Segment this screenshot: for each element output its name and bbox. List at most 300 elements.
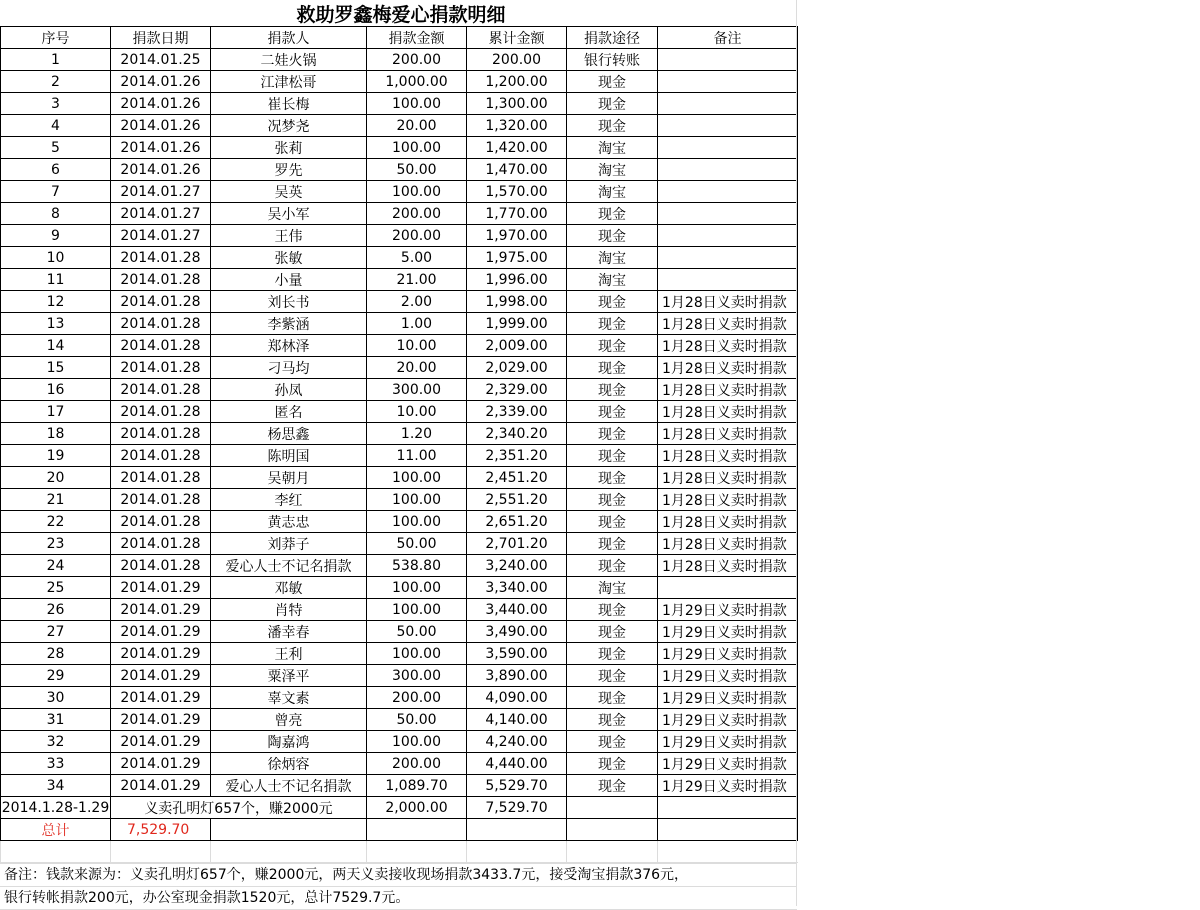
table-row <box>1 313 798 335</box>
header-cumulative: 累计金额 <box>467 27 567 49</box>
cell-channel: 现金 <box>567 313 658 335</box>
cell-channel: 现金 <box>567 423 658 445</box>
cell-channel: 现金 <box>567 291 658 313</box>
cell-amount: 200.00 <box>367 49 467 71</box>
cell-note <box>658 203 798 225</box>
sale-row <box>1 797 798 819</box>
header-donor: 捐款人 <box>211 27 367 49</box>
blank-row <box>1 841 798 863</box>
cell-amount: 200.00 <box>367 753 467 775</box>
cell-index: 7 <box>1 181 111 203</box>
cell-date: 2014.01.28 <box>111 357 211 379</box>
cell-donor: 邓敏 <box>211 577 367 599</box>
cell-donor: 李红 <box>211 489 367 511</box>
total-empty-cell <box>211 819 367 841</box>
cell-date: 2014.01.28 <box>111 335 211 357</box>
cell-index: 18 <box>1 423 111 445</box>
table-row <box>1 753 798 775</box>
cell-channel: 现金 <box>567 225 658 247</box>
cell-date: 2014.01.28 <box>111 313 211 335</box>
remarks-block <box>0 863 797 910</box>
cell-amount: 1.20 <box>367 423 467 445</box>
cell-amount: 100.00 <box>367 489 467 511</box>
blank-cell <box>658 841 798 863</box>
cell-cumulative: 1,998.00 <box>467 291 567 313</box>
cell-amount: 2.00 <box>367 291 467 313</box>
cell-date: 2014.01.29 <box>111 665 211 687</box>
total-empty-cell <box>567 819 658 841</box>
table-row <box>1 71 798 93</box>
table-row <box>1 225 798 247</box>
cell-cumulative: 200.00 <box>467 49 567 71</box>
cell-note: 1月29日义卖时捐款 <box>658 775 798 797</box>
total-empty-cell <box>367 819 467 841</box>
cell-date: 2014.01.28 <box>111 445 211 467</box>
cell-index: 11 <box>1 269 111 291</box>
total-label: 总计 <box>1 819 111 841</box>
cell-channel: 淘宝 <box>567 181 658 203</box>
cell-index: 14 <box>1 335 111 357</box>
cell-date: 2014.01.29 <box>111 731 211 753</box>
cell-cumulative: 1,996.00 <box>467 269 567 291</box>
cell-channel: 淘宝 <box>567 159 658 181</box>
cell-channel: 现金 <box>567 709 658 731</box>
sale-period: 2014.1.28-1.29 <box>1 797 111 819</box>
cell-date: 2014.01.26 <box>111 115 211 137</box>
cell-note <box>658 247 798 269</box>
cell-index: 32 <box>1 731 111 753</box>
cell-channel: 淘宝 <box>567 137 658 159</box>
cell-amount: 100.00 <box>367 467 467 489</box>
sheet-edge-divider <box>796 0 797 906</box>
cell-amount: 100.00 <box>367 577 467 599</box>
cell-donor: 刘长书 <box>211 291 367 313</box>
cell-date: 2014.01.29 <box>111 577 211 599</box>
cell-index: 10 <box>1 247 111 269</box>
cell-channel: 现金 <box>567 753 658 775</box>
cell-cumulative: 1,975.00 <box>467 247 567 269</box>
cell-note: 1月28日义卖时捐款 <box>658 467 798 489</box>
table-row <box>1 533 798 555</box>
cell-amount: 200.00 <box>367 225 467 247</box>
cell-cumulative: 3,240.00 <box>467 555 567 577</box>
cell-donor: 肖特 <box>211 599 367 621</box>
cell-date: 2014.01.28 <box>111 489 211 511</box>
cell-index: 25 <box>1 577 111 599</box>
cell-index: 23 <box>1 533 111 555</box>
cell-donor: 粟泽平 <box>211 665 367 687</box>
cell-date: 2014.01.29 <box>111 643 211 665</box>
cell-amount: 20.00 <box>367 115 467 137</box>
cell-index: 6 <box>1 159 111 181</box>
cell-index: 33 <box>1 753 111 775</box>
cell-index: 5 <box>1 137 111 159</box>
table-row <box>1 49 798 71</box>
blank-cell <box>111 841 211 863</box>
table-row <box>1 555 798 577</box>
cell-amount: 100.00 <box>367 137 467 159</box>
cell-channel: 现金 <box>567 71 658 93</box>
cell-cumulative: 1,570.00 <box>467 181 567 203</box>
cell-amount: 11.00 <box>367 445 467 467</box>
cell-amount: 100.00 <box>367 731 467 753</box>
donation-table <box>0 26 798 863</box>
cell-date: 2014.01.29 <box>111 775 211 797</box>
cell-donor: 匿名 <box>211 401 367 423</box>
cell-note <box>658 137 798 159</box>
cell-date: 2014.01.27 <box>111 203 211 225</box>
cell-cumulative: 3,340.00 <box>467 577 567 599</box>
table-row <box>1 115 798 137</box>
cell-index: 28 <box>1 643 111 665</box>
table-row <box>1 489 798 511</box>
cell-donor: 吴小军 <box>211 203 367 225</box>
cell-cumulative: 3,440.00 <box>467 599 567 621</box>
cell-channel: 现金 <box>567 401 658 423</box>
cell-index: 16 <box>1 379 111 401</box>
cell-note: 1月28日义卖时捐款 <box>658 533 798 555</box>
table-row <box>1 687 798 709</box>
cell-amount: 100.00 <box>367 643 467 665</box>
table-row <box>1 93 798 115</box>
header-date: 捐款日期 <box>111 27 211 49</box>
table-row <box>1 731 798 753</box>
cell-date: 2014.01.29 <box>111 709 211 731</box>
cell-date: 2014.01.26 <box>111 137 211 159</box>
cell-donor: 曾亮 <box>211 709 367 731</box>
cell-date: 2014.01.28 <box>111 247 211 269</box>
cell-index: 8 <box>1 203 111 225</box>
cell-index: 3 <box>1 93 111 115</box>
cell-cumulative: 2,701.20 <box>467 533 567 555</box>
cell-amount: 100.00 <box>367 599 467 621</box>
cell-note <box>658 577 798 599</box>
cell-note: 1月29日义卖时捐款 <box>658 687 798 709</box>
cell-date: 2014.01.28 <box>111 467 211 489</box>
cell-note <box>658 269 798 291</box>
cell-channel: 现金 <box>567 775 658 797</box>
cell-channel: 现金 <box>567 93 658 115</box>
cell-cumulative: 1,300.00 <box>467 93 567 115</box>
cell-donor: 郑林泽 <box>211 335 367 357</box>
cell-index: 9 <box>1 225 111 247</box>
cell-channel: 现金 <box>567 731 658 753</box>
cell-cumulative: 4,140.00 <box>467 709 567 731</box>
cell-note: 1月28日义卖时捐款 <box>658 423 798 445</box>
cell-note: 1月29日义卖时捐款 <box>658 621 798 643</box>
cell-donor: 辜文素 <box>211 687 367 709</box>
table-row <box>1 599 798 621</box>
cell-index: 17 <box>1 401 111 423</box>
cell-donor: 黄志忠 <box>211 511 367 533</box>
table-row <box>1 511 798 533</box>
cell-note: 1月28日义卖时捐款 <box>658 489 798 511</box>
cell-channel: 现金 <box>567 379 658 401</box>
cell-cumulative: 2,340.20 <box>467 423 567 445</box>
blank-cell <box>1 841 111 863</box>
cell-note <box>658 71 798 93</box>
blank-cell <box>367 841 467 863</box>
table-row <box>1 247 798 269</box>
cell-cumulative: 4,090.00 <box>467 687 567 709</box>
cell-amount: 300.00 <box>367 665 467 687</box>
header-channel: 捐款途径 <box>567 27 658 49</box>
cell-channel: 现金 <box>567 511 658 533</box>
cell-index: 13 <box>1 313 111 335</box>
cell-index: 27 <box>1 621 111 643</box>
cell-date: 2014.01.27 <box>111 181 211 203</box>
cell-amount: 10.00 <box>367 401 467 423</box>
cell-donor: 王伟 <box>211 225 367 247</box>
cell-cumulative: 1,999.00 <box>467 313 567 335</box>
cell-cumulative: 3,890.00 <box>467 665 567 687</box>
cell-date: 2014.01.29 <box>111 599 211 621</box>
cell-index: 30 <box>1 687 111 709</box>
cell-note: 1月28日义卖时捐款 <box>658 357 798 379</box>
cell-date: 2014.01.28 <box>111 533 211 555</box>
table-row <box>1 775 798 797</box>
cell-amount: 200.00 <box>367 203 467 225</box>
cell-donor: 吴英 <box>211 181 367 203</box>
cell-amount: 1,000.00 <box>367 71 467 93</box>
cell-note <box>658 115 798 137</box>
cell-amount: 21.00 <box>367 269 467 291</box>
cell-donor: 陈明国 <box>211 445 367 467</box>
cell-amount: 1.00 <box>367 313 467 335</box>
cell-date: 2014.01.27 <box>111 225 211 247</box>
blank-cell <box>211 841 367 863</box>
cell-note: 1月28日义卖时捐款 <box>658 379 798 401</box>
table-row <box>1 379 798 401</box>
cell-donor: 徐炳容 <box>211 753 367 775</box>
cell-donor: 吴朝月 <box>211 467 367 489</box>
cell-index: 2 <box>1 71 111 93</box>
total-value: 7,529.70 <box>111 819 211 841</box>
cell-donor: 罗先 <box>211 159 367 181</box>
cell-cumulative: 2,551.20 <box>467 489 567 511</box>
cell-index: 1 <box>1 49 111 71</box>
cell-date: 2014.01.28 <box>111 423 211 445</box>
cell-amount: 50.00 <box>367 709 467 731</box>
cell-cumulative: 1,770.00 <box>467 203 567 225</box>
cell-donor: 刘莽子 <box>211 533 367 555</box>
cell-cumulative: 4,440.00 <box>467 753 567 775</box>
cell-date: 2014.01.28 <box>111 555 211 577</box>
blank-cell <box>467 841 567 863</box>
cell-index: 20 <box>1 467 111 489</box>
cell-amount: 300.00 <box>367 379 467 401</box>
cell-date: 2014.01.25 <box>111 49 211 71</box>
header-note: 备注 <box>658 27 798 49</box>
cell-channel: 现金 <box>567 643 658 665</box>
cell-index: 19 <box>1 445 111 467</box>
cell-channel: 现金 <box>567 445 658 467</box>
sale-amount: 2,000.00 <box>367 797 467 819</box>
table-row <box>1 357 798 379</box>
cell-cumulative: 1,200.00 <box>467 71 567 93</box>
cell-amount: 50.00 <box>367 533 467 555</box>
cell-channel: 现金 <box>567 687 658 709</box>
table-row <box>1 401 798 423</box>
cell-channel: 淘宝 <box>567 269 658 291</box>
cell-note: 1月29日义卖时捐款 <box>658 665 798 687</box>
cell-donor: 张敏 <box>211 247 367 269</box>
cell-cumulative: 4,240.00 <box>467 731 567 753</box>
cell-amount: 200.00 <box>367 687 467 709</box>
cell-date: 2014.01.28 <box>111 269 211 291</box>
cell-index: 31 <box>1 709 111 731</box>
cell-donor: 况梦尧 <box>211 115 367 137</box>
table-row <box>1 181 798 203</box>
cell-date: 2014.01.28 <box>111 379 211 401</box>
cell-cumulative: 1,320.00 <box>467 115 567 137</box>
cell-note: 1月29日义卖时捐款 <box>658 731 798 753</box>
cell-date: 2014.01.28 <box>111 291 211 313</box>
table-row <box>1 137 798 159</box>
cell-index: 24 <box>1 555 111 577</box>
cell-amount: 538.80 <box>367 555 467 577</box>
table-row <box>1 467 798 489</box>
cell-channel: 现金 <box>567 335 658 357</box>
cell-note: 1月28日义卖时捐款 <box>658 313 798 335</box>
cell-channel: 淘宝 <box>567 247 658 269</box>
cell-cumulative: 1,470.00 <box>467 159 567 181</box>
cell-amount: 50.00 <box>367 621 467 643</box>
cell-donor: 二娃火锅 <box>211 49 367 71</box>
cell-donor: 孙凤 <box>211 379 367 401</box>
sale-empty-note <box>658 797 798 819</box>
sheet-title: 救助罗鑫梅爱心捐款明细 <box>296 4 506 26</box>
table-row <box>1 709 798 731</box>
cell-donor: 小量 <box>211 269 367 291</box>
cell-date: 2014.01.26 <box>111 159 211 181</box>
cell-channel: 现金 <box>567 599 658 621</box>
cell-cumulative: 5,529.70 <box>467 775 567 797</box>
cell-note: 1月28日义卖时捐款 <box>658 335 798 357</box>
cell-donor: 刁马均 <box>211 357 367 379</box>
cell-cumulative: 2,651.20 <box>467 511 567 533</box>
header-amount: 捐款金额 <box>367 27 467 49</box>
table-header-row <box>1 27 798 49</box>
cell-channel: 现金 <box>567 115 658 137</box>
cell-channel: 现金 <box>567 357 658 379</box>
cell-amount: 5.00 <box>367 247 467 269</box>
cell-index: 22 <box>1 511 111 533</box>
sale-cumulative: 7,529.70 <box>467 797 567 819</box>
table-row <box>1 269 798 291</box>
remark-line: 备注：钱款来源为：义卖孔明灯657个，赚2000元，两天义卖接收现场捐款3433.7元，接受淘宝捐款376元， <box>0 863 797 887</box>
blank-cell <box>567 841 658 863</box>
cell-date: 2014.01.28 <box>111 511 211 533</box>
cell-donor: 爱心人士不记名捐款 <box>211 775 367 797</box>
cell-channel: 现金 <box>567 555 658 577</box>
cell-cumulative: 1,970.00 <box>467 225 567 247</box>
cell-note <box>658 49 798 71</box>
cell-channel: 现金 <box>567 665 658 687</box>
cell-amount: 10.00 <box>367 335 467 357</box>
total-row <box>1 819 798 841</box>
table-row <box>1 665 798 687</box>
cell-date: 2014.01.29 <box>111 753 211 775</box>
cell-donor: 张莉 <box>211 137 367 159</box>
cell-donor: 江津松哥 <box>211 71 367 93</box>
cell-cumulative: 2,351.20 <box>467 445 567 467</box>
cell-cumulative: 1,420.00 <box>467 137 567 159</box>
cell-index: 34 <box>1 775 111 797</box>
cell-donor: 崔长梅 <box>211 93 367 115</box>
cell-amount: 100.00 <box>367 181 467 203</box>
cell-cumulative: 3,490.00 <box>467 621 567 643</box>
cell-index: 21 <box>1 489 111 511</box>
table-row <box>1 643 798 665</box>
cell-channel: 现金 <box>567 203 658 225</box>
cell-cumulative: 2,339.00 <box>467 401 567 423</box>
cell-note: 1月29日义卖时捐款 <box>658 643 798 665</box>
cell-channel: 银行转账 <box>567 49 658 71</box>
table-row <box>1 621 798 643</box>
cell-index: 4 <box>1 115 111 137</box>
cell-note <box>658 159 798 181</box>
cell-amount: 20.00 <box>367 357 467 379</box>
cell-donor: 李紫涵 <box>211 313 367 335</box>
table-row <box>1 159 798 181</box>
cell-date: 2014.01.29 <box>111 687 211 709</box>
cell-index: 29 <box>1 665 111 687</box>
header-index: 序号 <box>1 27 111 49</box>
table-row <box>1 203 798 225</box>
table-row <box>1 335 798 357</box>
cell-date: 2014.01.26 <box>111 93 211 115</box>
sale-description: 义卖孔明灯657个，赚2000元 <box>111 797 367 819</box>
cell-note: 1月29日义卖时捐款 <box>658 753 798 775</box>
remark-line: 银行转帐捐款200元，办公室现金捐款1520元，总计7529.7元。 <box>0 887 797 910</box>
cell-channel: 现金 <box>567 467 658 489</box>
sale-empty-channel <box>567 797 658 819</box>
cell-date: 2014.01.29 <box>111 621 211 643</box>
cell-cumulative: 2,451.20 <box>467 467 567 489</box>
cell-note: 1月28日义卖时捐款 <box>658 511 798 533</box>
cell-amount: 100.00 <box>367 511 467 533</box>
cell-cumulative: 2,009.00 <box>467 335 567 357</box>
table-row <box>1 577 798 599</box>
cell-note: 1月28日义卖时捐款 <box>658 445 798 467</box>
cell-cumulative: 2,329.00 <box>467 379 567 401</box>
cell-donor: 杨思鑫 <box>211 423 367 445</box>
cell-donor: 潘幸春 <box>211 621 367 643</box>
cell-cumulative: 2,029.00 <box>467 357 567 379</box>
cell-amount: 50.00 <box>367 159 467 181</box>
cell-note <box>658 93 798 115</box>
table-row <box>1 291 798 313</box>
cell-donor: 陶嘉鸿 <box>211 731 367 753</box>
table-row <box>1 423 798 445</box>
total-empty-cell <box>658 819 798 841</box>
cell-channel: 现金 <box>567 489 658 511</box>
cell-index: 15 <box>1 357 111 379</box>
cell-note <box>658 225 798 247</box>
table-row <box>1 445 798 467</box>
cell-cumulative: 3,590.00 <box>467 643 567 665</box>
cell-note: 1月29日义卖时捐款 <box>658 599 798 621</box>
total-empty-cell <box>467 819 567 841</box>
cell-channel: 现金 <box>567 621 658 643</box>
cell-donor: 爱心人士不记名捐款 <box>211 555 367 577</box>
cell-note: 1月28日义卖时捐款 <box>658 291 798 313</box>
cell-note: 1月28日义卖时捐款 <box>658 555 798 577</box>
cell-amount: 100.00 <box>367 93 467 115</box>
cell-channel: 淘宝 <box>567 577 658 599</box>
cell-date: 2014.01.28 <box>111 401 211 423</box>
